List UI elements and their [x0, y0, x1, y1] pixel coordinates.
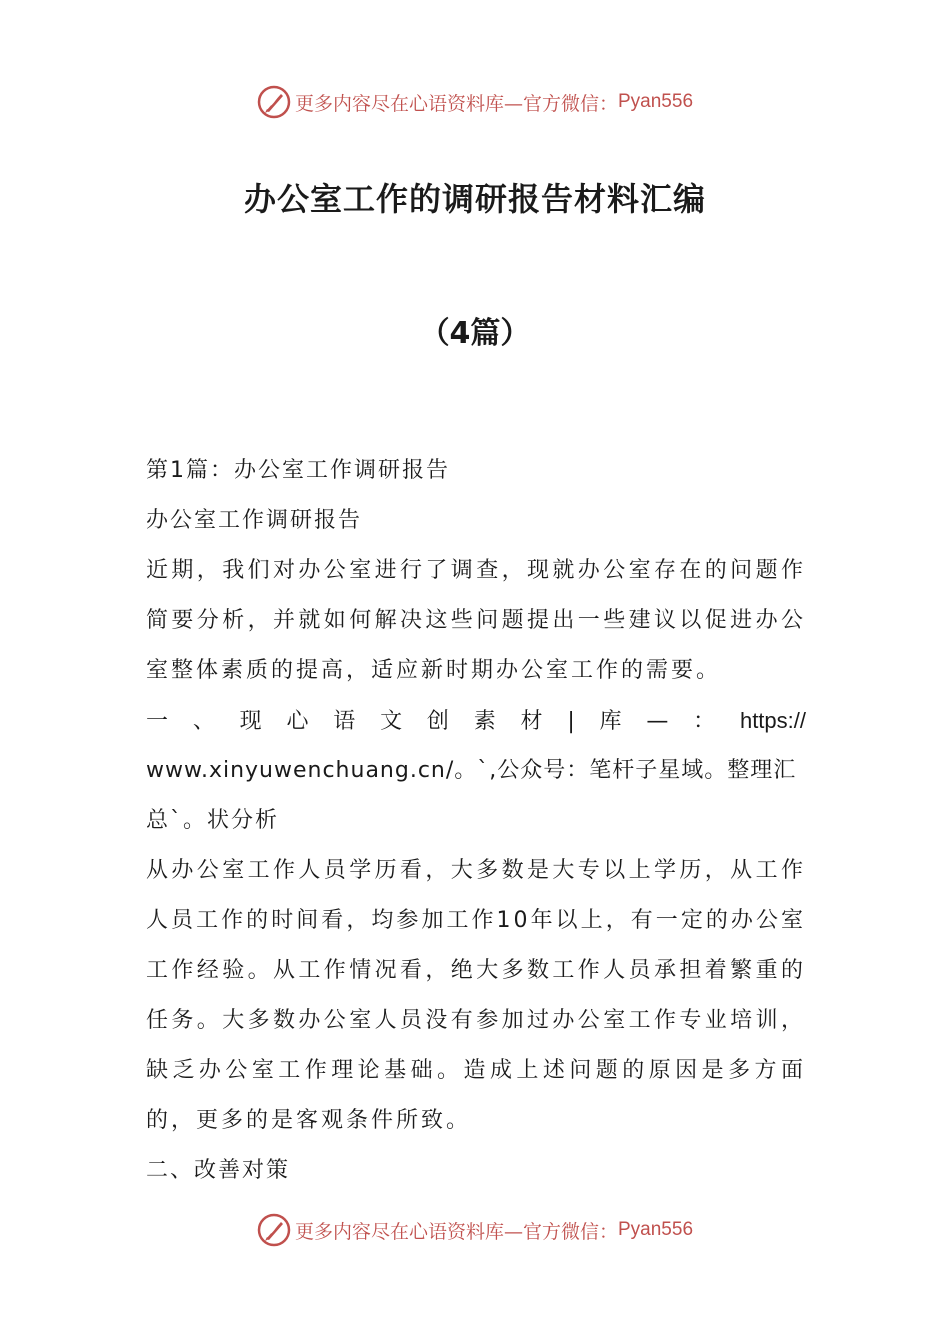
document-subtitle: （4篇）: [419, 316, 531, 351]
spread-char: 材: [520, 709, 543, 734]
document-body: [146, 446, 806, 1196]
section1-url-text: www.xinyuwenchuang.cn/。`,公众号：笔杆子星域。整理汇: [146, 758, 797, 783]
intro-paragraph: 近期，我们对办公室进行了调查，现就办公室存在的问题作简要分析，并就如何解决这些问题提出一些建议以促进办公室整体素质的提高，适应新时期办公室工作的需要。: [146, 558, 806, 683]
article-heading: 第1篇：办公室工作调研报告: [146, 458, 450, 483]
quill-pen-logo-icon: [257, 1213, 291, 1247]
quill-pen-logo-icon: [257, 85, 291, 119]
spread-char: 素: [473, 709, 496, 734]
section1-url-line: [146, 746, 806, 796]
spread-char: 心: [286, 709, 309, 734]
spread-char: 库: [599, 709, 622, 734]
document-title: 办公室工作的调研报告材料汇编: [243, 180, 706, 218]
banner-text: 更多内容尽在心语资料库—官方微信：: [294, 1220, 618, 1243]
spread-char: 创: [426, 709, 449, 734]
banner-wechat-id: Pyan556: [618, 91, 694, 112]
footer-banner: [0, 1210, 950, 1250]
spread-char: 、: [192, 709, 215, 734]
spread-char: 文: [380, 709, 403, 734]
section2-heading: 二、改善对策: [146, 1158, 291, 1183]
header-banner: [0, 82, 950, 122]
banner-wechat-id: Pyan556: [618, 1219, 694, 1240]
banner-text: 更多内容尽在心语资料库—官方微信：: [294, 92, 618, 115]
spread-char: —: [646, 709, 669, 734]
spread-char: 现: [239, 709, 262, 734]
section1-spread-line: [146, 696, 806, 746]
spread-char: 语: [333, 709, 356, 734]
spread-url-start: https://: [739, 708, 806, 733]
analysis-paragraph: 从办公室工作人员学历看，大多数是大专以上学历，从工作人员工作的时间看，均参加工作10年以上，有一定的办公室工作经验。从工作情况看，绝大多数工作人员承担着繁重的任务。大多数办公室人员没有参加过办公室工作专业培训，缺乏办公室工作理论基础。造成上述问题的原因是多方面的，更多的是客观条件所致。: [146, 858, 806, 1133]
spread-char: 一: [146, 709, 169, 734]
spread-char: ：: [693, 709, 716, 734]
article-subheading: 办公室工作调研报告: [146, 508, 363, 533]
section1-status-line: 总`。状分析: [146, 808, 280, 833]
spread-char: |: [567, 709, 575, 734]
